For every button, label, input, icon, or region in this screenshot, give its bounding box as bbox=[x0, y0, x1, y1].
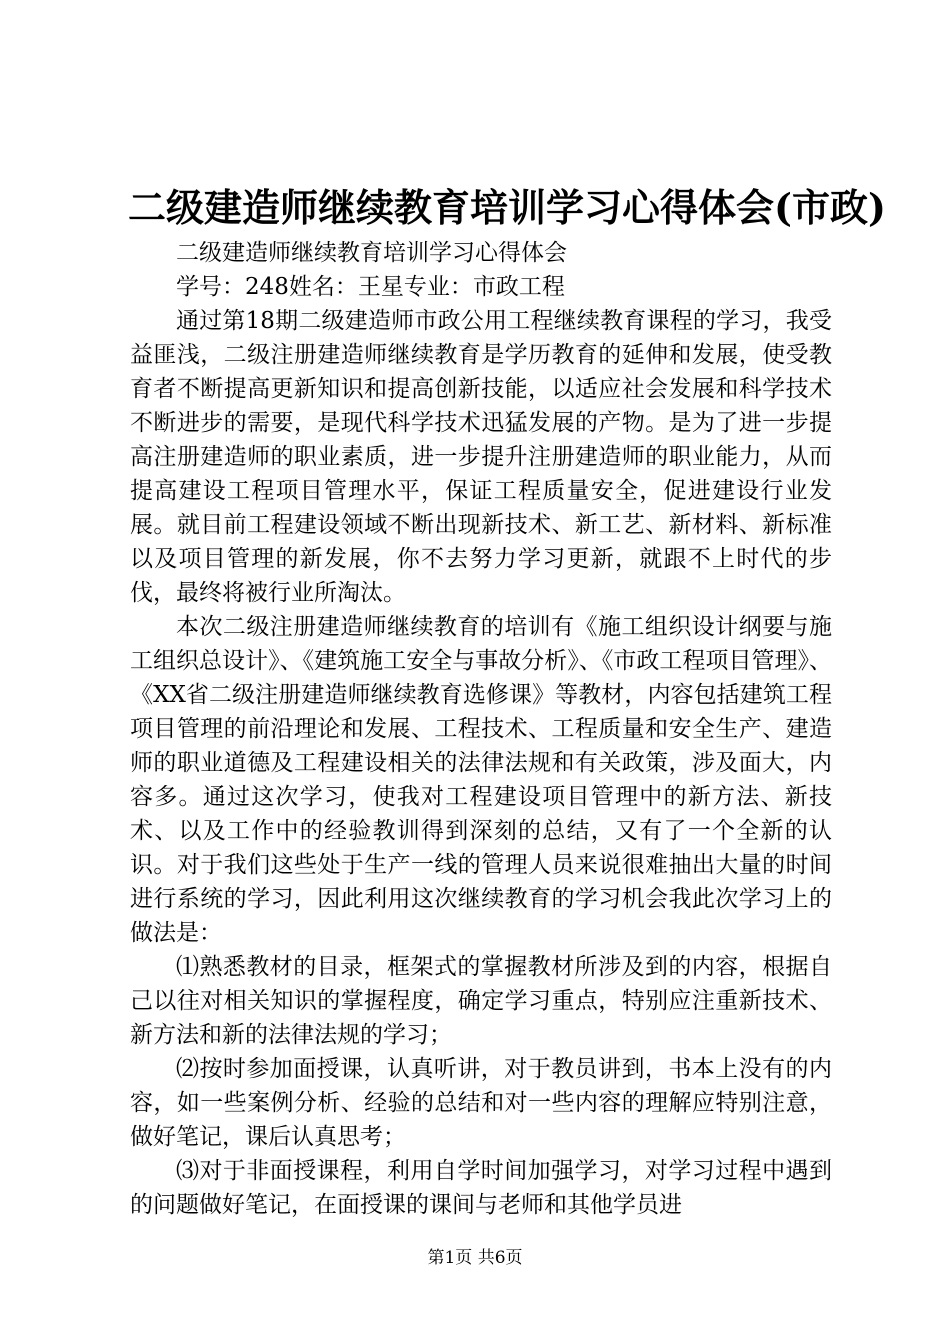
paragraph-2: 本次二级注册建造师继续教育的培训有《施工组织设计纲要与施工组织总设计》、《建筑施工安全与事故分析》、《市政工程项目管理》、《XX省二级注册建造师继续教育选修课》等教材，内容包括建筑工程项目管理的前沿理论和发展、工程技术、工程质量和安全生产、建造师的职业道德及工程建设相关的法律法规和有关政策，涉及面大，内容多。通过这次学习，使我对工程建设项目管理中的新方法、新技术、以及工作中的经验教训得到深刻的总结，又有了一个全新的认识。对于我们这些处于生产一线的管理人员来说很难抽出大量的时间进行系统的学习，因此利用这次继续教育的学习机会我此次学习上的做法是： bbox=[130, 614, 832, 946]
document-subtitle: 二级建造师继续教育培训学习心得体会 bbox=[176, 240, 567, 266]
document-title: 二级建造师继续教育培训学习心得体会(市政) bbox=[128, 185, 886, 230]
list-item-1: ⑴熟悉教材的目录，框架式的掌握教材所涉及到的内容，根据自己以往对相关知识的掌握程度，确定学习重点，特别应注重新技术、新方法和新的法律法规的学习； bbox=[130, 954, 832, 1048]
list-item-3: ⑶对于非面授课程，利用自学时间加强学习，对学习过程中遇到的问题做好笔记，在面授课的课间与老师和其他学员进 bbox=[130, 1158, 832, 1218]
page-footer: 第1页 共6页 bbox=[427, 1248, 523, 1268]
document-body bbox=[130, 236, 832, 1222]
list-item-2: ⑵按时参加面授课，认真听讲，对于教员讲到，书本上没有的内容，如一些案例分析、经验的总结和对一些内容的理解应特别注意，做好笔记，课后认真思考； bbox=[130, 1056, 832, 1150]
paragraph-1: 通过第18期二级建造师市政公用工程继续教育课程的学习，我受益匪浅，二级注册建造师继续教育是学历教育的延伸和发展，使受教育者不断提高更新知识和提高创新技能，以适应社会发展和科学技术不断进步的需要，是现代科学技术迅猛发展的产物。是为了进一步提高注册建造师的职业素质，进一步提升注册建造师的职业能力，从而提高建设工程项目管理水平，保证工程质量安全，促进建设行业发展。就目前工程建设领域不断出现新技术、新工艺、新材料、新标准以及项目管理的新发展，你不去努力学习更新，就跟不上时代的步伐，最终将被行业所淘汰。 bbox=[130, 308, 832, 606]
student-info: 学号：248姓名：王星专业：市政工程 bbox=[176, 274, 565, 300]
